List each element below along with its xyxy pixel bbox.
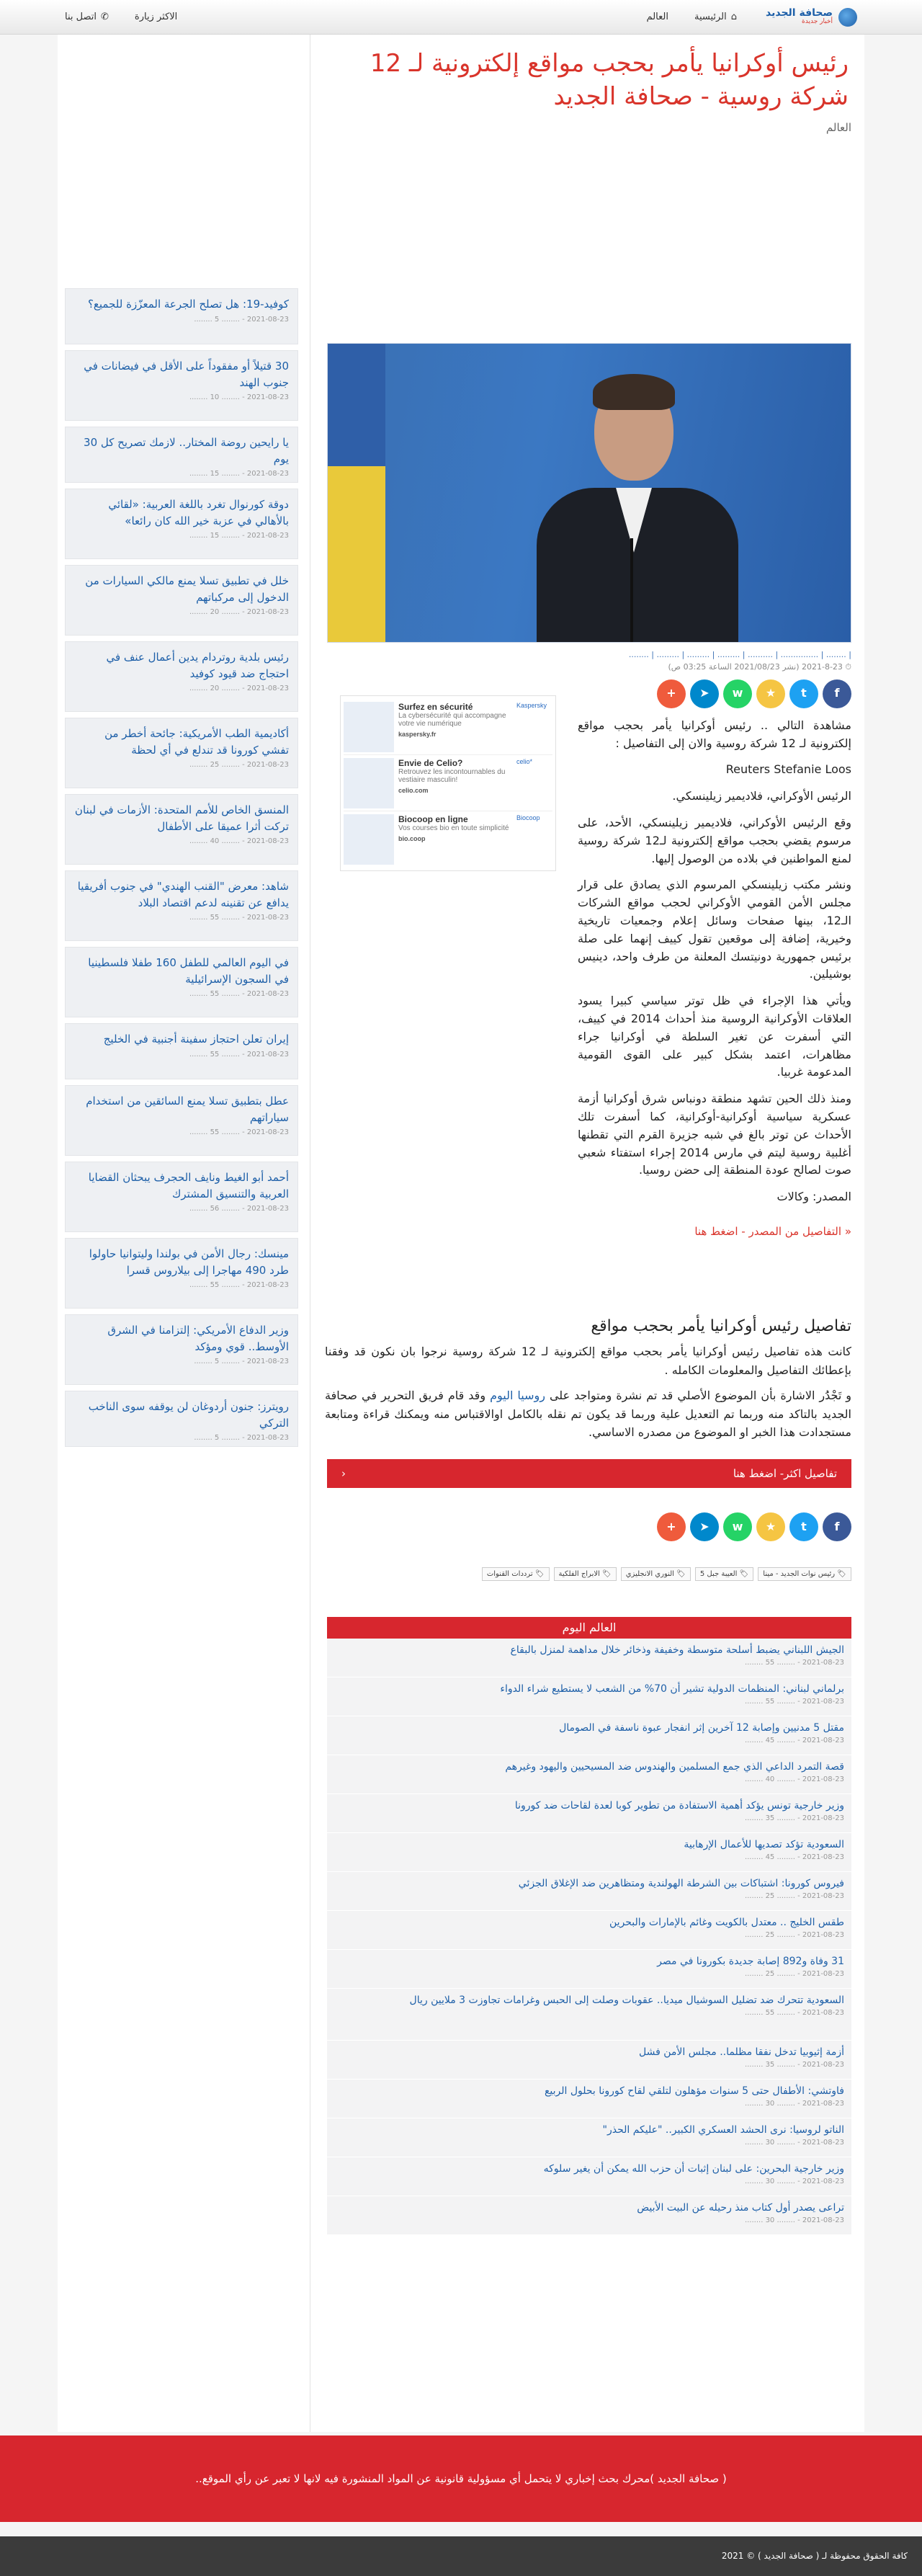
home-icon: ⌂ [730, 12, 738, 22]
world-today-item[interactable] [327, 2080, 851, 2118]
sidebar-news-item[interactable] [65, 427, 298, 483]
sidebar-news-item[interactable] [65, 565, 298, 636]
tag-chip[interactable] [554, 1567, 617, 1581]
article-paragraph: ونشر مكتب زيلينسكي المرسوم الذي يصادق على قرار مجلس الأمن القومي الأوكراني لحجب مواقع الشركات الـ12، بينها صفحات وسائل إعلام وجمعيات تاريخية وخيرية، إضافة إلى موقعين تقول كييف إنهما على صلة برئيس جمهورية دونيتسك المعلنة من طرف واحد، دينيس بوشيلين. [578, 878, 851, 981]
sidebar-item-meta: 2021-08-23 - ........ 5 ........ [194, 315, 289, 324]
nav-most-visited[interactable] [135, 12, 177, 22]
sidebar-item-title: خلل في تطبيق تسلا يمنع مالكي السيارات من الدخول إلى مركباتهم [85, 574, 289, 604]
tag-icon: 🏷 [532, 1569, 545, 1578]
ad-desc: La cybersécurité qui accompagne votre vie numérique [398, 711, 506, 728]
flag-blue [328, 344, 385, 466]
flag-yellow [328, 466, 385, 643]
article-category[interactable]: العالم [825, 120, 851, 134]
ad-item[interactable] [344, 755, 552, 811]
footer-copyright-text: كافة الحقوق محفوظة لـ ( صحافة الجديد ) © 2021 [721, 2551, 908, 2561]
details-text-a: و تَجْدَُر الاشارة بأن الموضوع الأصلي قد تم نشرة ومتواجد على [545, 1389, 852, 1403]
article-paragraph: وقع الرئيس الأوكراني، فلاديمير زيلينسكي، الأحد، على مرسوم يقضي بحجب مواقع إلكترونية لـ12 شركة روسية لمنع المواطنين في بلاده من الوصول إليها. [578, 815, 851, 865]
world-today-item[interactable] [327, 1794, 851, 1833]
world-item-meta: 2021-08-23 - ........ 30 ........ [744, 2138, 844, 2147]
world-item-title: أزمة إثيوبيا تدخل نفقا مظلما.. مجلس الأمن فشل [639, 2046, 844, 2058]
tag-icon: 🏷 [835, 1569, 846, 1578]
ad-title: Surfez en sécurité [398, 701, 473, 712]
world-item-title: طقس الخليج .. معتدل بالكويت وغائم بالإمارات والبحرين [609, 1916, 844, 1928]
sidebar-item-title: رئيس بلدية روتردام يدين أعمال عنف في احتجاج ضد قيود كوفيد [106, 651, 289, 680]
world-item-meta: 2021-08-23 - ........ 55 ........ [744, 2008, 844, 2017]
footer-disclaimer-text: ( صحافة الجديد )محرك بحث إخباري لا يتحمل أي مسؤولية قانونية عن المواد المنشورة فيه لانها لا تعبر عن رأي الموقع.. [195, 2472, 727, 2485]
sidebar-item-title: رويترز: جنون أردوغان لن يوقفه سوى الناخب التركي [88, 1400, 289, 1430]
tag-label: الابراج الفلكية [558, 1569, 600, 1578]
tag-label: النوري الانجليزي [625, 1569, 674, 1578]
ad-domain: celio.com [398, 786, 429, 794]
sidebar-news-item[interactable] [65, 794, 298, 865]
tag-chip[interactable] [758, 1567, 851, 1581]
tag-icon: 🏷 [737, 1569, 749, 1578]
sidebar-item-title: مينسك: رجال الأمن في بولندا وليتوانيا حاولوا طرد 490 مهاجرا إلى بيلاروس قسرا [89, 1247, 289, 1277]
top-navbar [0, 0, 922, 35]
world-today-item[interactable] [327, 1989, 851, 2041]
world-item-title: الناتو لروسيا: نرى الحشد العسكري الكبير.. "عليكم الحذر" [602, 2123, 844, 2136]
ad-thumbnail [344, 758, 394, 808]
details-heading: تفاصيل رئيس أوكرانيا يأمر بحجب مواقع [591, 1316, 851, 1335]
ad-thumbnail [344, 702, 394, 752]
sidebar [58, 35, 310, 2432]
sidebar-item-title: أكاديمية الطب الأمريكية: جائحة أخطر من تفشي كورونا قد تندلع في أي لحظة [104, 727, 289, 757]
world-today-item[interactable] [327, 2041, 851, 2080]
tag-label: رئيس نوات الجديد - مينا [763, 1569, 836, 1578]
sidebar-item-meta: 2021-08-23 - ........ 5 ........ [194, 1434, 289, 1442]
sidebar-item-title: إيران تعلن احتجاز سفينة أجنبية في الخليج [103, 1033, 289, 1046]
page-container [58, 35, 864, 2432]
sidebar-news-item[interactable] [65, 1085, 298, 1156]
world-item-title: فاوتشي: الأطفال حتى 5 سنوات مؤهلون لتلقي لقاح كورونا بحلول الربيع [544, 2085, 844, 2097]
tag-icon: 🏷 [599, 1569, 612, 1578]
world-item-meta: 2021-08-23 - ........ 25 ........ [744, 1930, 844, 1939]
world-item-meta: 2021-08-23 - ........ 45 ........ [744, 1853, 844, 1861]
nav-contact[interactable] [65, 12, 109, 22]
ad-domain: bio.coop [398, 834, 426, 842]
world-item-meta: 2021-08-23 - ........ 25 ........ [744, 1891, 844, 1900]
world-item-title: السعودية تتحرك ضد تضليل السوشيال ميديا.. عقوبات وصلت إلى الحبس وغرامات تجاوزت 3 ملايين ريال [409, 1994, 844, 2006]
twitter-share-icon[interactable]: t [789, 1512, 818, 1541]
ad-domain: kaspersky.fr [398, 730, 437, 738]
world-item-meta: 2021-08-23 - ........ 35 ........ [744, 1814, 844, 1822]
more-share-icon[interactable]: + [657, 1512, 686, 1541]
world-item-title: قصة التمرد الداعي الذي جمع المسلمين والهندوس ضد المسيحيين واليهود وغيرهم [505, 1760, 844, 1773]
share-bar-bottom [325, 1512, 851, 1541]
sidebar-item-meta: 2021-08-23 - ........ 40 ........ [189, 837, 289, 845]
sidebar-news-item[interactable] [65, 641, 298, 712]
ad-title: Biocoop en ligne [398, 814, 468, 824]
ad-text [398, 814, 512, 865]
nav-left [65, 12, 177, 22]
tag-chip[interactable] [482, 1567, 550, 1581]
world-item-meta: 2021-08-23 - ........ 45 ........ [744, 1736, 844, 1744]
sidebar-news-item[interactable] [65, 288, 298, 344]
nav-world-label: العالم [646, 12, 668, 22]
ad-logo: celio* [516, 757, 533, 765]
facebook-share-icon[interactable]: f [823, 679, 851, 708]
ad-logo: Kaspersky [516, 701, 547, 709]
sidebar-news-item[interactable] [65, 350, 298, 421]
sidebar-item-meta: 2021-08-23 - ........ 5 ........ [194, 1358, 289, 1365]
world-today-item[interactable] [327, 1677, 851, 1716]
world-item-meta: 2021-08-23 - ........ 30 ........ [744, 2177, 844, 2185]
globe-logo-icon [838, 8, 857, 27]
world-item-title: تراعى يصدر أول كتاب منذ رحيله عن البيت الأبيض [637, 2201, 844, 2214]
world-item-meta: 2021-08-23 - ........ 55 ........ [744, 1697, 844, 1706]
world-today-item[interactable] [327, 1755, 851, 1794]
article-body-wrap [325, 679, 851, 1215]
sidebar-list [65, 288, 298, 1447]
world-today-item[interactable] [327, 1950, 851, 1989]
world-today-item[interactable] [327, 1911, 851, 1950]
sidebar-item-title: شاهد: معرض "القنب الهندي" في جنوب أفريقيا يدافع عن تقنينه لدعم اقتصاد البلاد [77, 880, 289, 909]
tag-chip[interactable] [695, 1567, 753, 1581]
tag-label: ترددات القنوات [486, 1569, 533, 1578]
sidebar-news-item[interactable] [65, 489, 298, 559]
sidebar-item-meta: 2021-08-23 - ........ 15 ........ [189, 532, 289, 540]
ad-desc: Retrouvez les incontournables du vestiaire masculin! [398, 767, 506, 784]
nav-world[interactable] [647, 12, 668, 22]
brand-name: صحافة الجديد [766, 6, 833, 19]
details-text-b: وقد قام فريق التحرير في صحافة الجديد بالتاكد منه وربما تم التعديل علية وربما قد يكون تم نقله بالكامل اوالاقتباس منه ويمكنك قراءة ومتابعة مستجدادت هذا الخبر او الموضوع من مصدره الاساسي. [325, 1389, 851, 1440]
nav-most-visited-label: الاكثر زيارة [134, 12, 178, 22]
world-item-meta: 2021-08-23 - ........ 55 ........ [744, 1658, 844, 1667]
double-chevron-icon: « [844, 1224, 851, 1238]
whatsapp-share-icon[interactable]: w [723, 1512, 752, 1541]
sidebar-item-meta: 2021-08-23 - ........ 55 ........ [189, 1281, 289, 1289]
ad-logo: Biocoop [516, 814, 540, 821]
nav-right [647, 8, 857, 27]
hair [593, 374, 675, 410]
microphone [630, 538, 633, 643]
image-tags-line[interactable]: | ........ | ............... | .......... | ......... | ......... | ......... | ........ [628, 649, 851, 659]
phone-icon: ✆ [100, 12, 109, 22]
article-paragraph: ومنذ ذلك الحين تشهد منطقة دونباس شرق أوكرانيا أزمة عسكرية سياسية أوكرانية-أوكرانية، كما أسفرت تلك الأحداث عن توتر بالغ في شبه جزيرة القرم التي تقطنها أغلبية روسية ليتم في مارس 2014 إجراء استفتاء شعبي صوت لصالح عودة المنطقة إلى حضن روسيا. [578, 1092, 851, 1177]
sidebar-item-title: المنسق الخاص للأمم المتحدة: الأزمات في لبنان تركت أثرا عميقا على الأطفال [74, 803, 289, 833]
ad-thumbnail [344, 814, 394, 865]
details-paragraph-source [325, 1386, 851, 1442]
whatsapp-share-icon[interactable]: w [723, 679, 752, 708]
brand-tagline: أخبار جديدة [802, 18, 833, 26]
sidebar-item-title: وزير الدفاع الأمريكي: إلتزامنا في الشرق الأوسط.. قوي ومؤكد [107, 1324, 289, 1353]
telegram-share-icon[interactable]: ➤ [690, 679, 719, 708]
nav-home[interactable] [694, 12, 737, 22]
details-paragraph: كانت هذه تفاصيل رئيس أوكرانيا يأمر بحجب مواقع إلكترونية لـ 12 شركة روسية نرجوا بان نكون قد وفقنا بإعطائك التفاصيل والمعلومات الكامله . [325, 1344, 852, 1377]
world-item-title: وزير خارجية تونس يؤكد أهمية الاستفادة من تطوير كوبا لعدة لقاحات ضد كورونا [514, 1799, 844, 1811]
sidebar-news-item[interactable] [65, 1391, 298, 1447]
more-share-icon[interactable]: + [657, 679, 686, 708]
sidebar-item-meta: 2021-08-23 - ........ 56 ........ [189, 1205, 289, 1213]
sidebar-item-meta: 2021-08-23 - ........ 55 ........ [189, 914, 289, 922]
sidebar-item-title: أحمد أبو الغيط ونايف الحجرف يبحثان القضايا العربية والتنسيق المشترك [88, 1171, 289, 1200]
source-link-label: التفاصيل من المصدر - اضغط هنا [694, 1224, 842, 1238]
world-item-meta: 2021-08-23 - ........ 30 ........ [744, 2099, 844, 2108]
sidebar-item-title: دوقة كورنوال تغرد باللغة العربية: «لقائي بالأهالي في عزبة خير الله كان رائعا» [108, 498, 289, 527]
article-paragraph: مشاهدة التالي .. رئيس أوكرانيا يأمر بحجب مواقع إلكترونية لـ 12 شركة روسية والان إلى التفاصيل : [578, 718, 851, 750]
ad-box [340, 695, 556, 871]
world-today-item[interactable] [327, 2157, 851, 2196]
nav-contact-label: اتصل بنا [65, 12, 97, 22]
world-item-title: الجيش اللبناني يضبط أسلحة متوسطة وخفيفة وذخائر خلال مداهمة لمنزل بالبقاع [510, 1644, 844, 1656]
world-item-title: السعودية تؤكد تصديها للأعمال الإرهابية [684, 1838, 844, 1850]
world-today-item[interactable] [327, 1872, 851, 1911]
tag-chip[interactable] [621, 1567, 691, 1581]
article-source: المصدر: وكالات [776, 1190, 851, 1204]
sidebar-item-meta: 2021-08-23 - ........ 20 ........ [189, 608, 289, 616]
ad-title: Envie de Celio? [398, 757, 463, 768]
sidebar-news-item[interactable] [65, 1023, 298, 1079]
world-item-meta: 2021-08-23 - ........ 35 ........ [744, 2060, 844, 2069]
world-today-item[interactable] [327, 1716, 851, 1755]
world-today-section [327, 1617, 851, 2235]
sidebar-item-meta: 2021-08-23 - ........ 10 ........ [189, 393, 289, 401]
nav-links [647, 12, 737, 22]
world-today-item[interactable] [327, 1639, 851, 1677]
world-item-meta: 2021-08-23 - ........ 25 ........ [744, 1969, 844, 1978]
world-item-title: مقتل 5 مدنيين وإصابة 12 آخرين إثر انفجار عبوة ناسفة في الصومال [559, 1721, 844, 1734]
footer-disclaimer [0, 2435, 922, 2522]
person-figure [529, 373, 746, 643]
sidebar-news-item[interactable] [65, 1314, 298, 1385]
world-item-title: وزير خارجية البحرين: على لبنان إثبات أن حزب الله يمكن أن يغير سلوكه [543, 2162, 844, 2175]
tag-icon: 🏷 [673, 1569, 686, 1578]
sidebar-item-meta: 2021-08-23 - ........ 55 ........ [189, 1128, 289, 1136]
source-link[interactable] [325, 1225, 851, 1238]
article-hero-image [327, 343, 851, 643]
telegram-share-icon[interactable]: ➤ [690, 1512, 719, 1541]
world-item-meta: 2021-08-23 - ........ 30 ........ [744, 2216, 844, 2224]
tag-list [325, 1567, 851, 1581]
main-column [310, 35, 864, 2432]
ad-item[interactable] [344, 811, 552, 868]
world-today-heading: العالم اليوم [327, 1617, 851, 1639]
sidebar-item-meta: 2021-08-23 - ........ 20 ........ [189, 685, 289, 692]
twitter-share-icon[interactable]: t [789, 679, 818, 708]
world-today-list [327, 1639, 851, 2235]
favorite-star-icon[interactable]: ★ [756, 679, 785, 708]
ad-desc: Vos courses bio en toute simplicité [398, 824, 509, 832]
world-item-title: برلماني لبناني: المنظمات الدولية تشير أن 70% من الشعب لا يستطيع شراء الدواء [500, 1683, 844, 1695]
sidebar-news-item[interactable] [65, 947, 298, 1017]
world-item-title: 31 وفاة و892 إصابة جديدة بكورونا في مصر [657, 1955, 844, 1967]
world-item-meta: 2021-08-23 - ........ 40 ........ [744, 1775, 844, 1783]
brand-logo-link[interactable] [766, 8, 857, 27]
sidebar-item-meta: 2021-08-23 - ........ 55 ........ [189, 990, 289, 998]
ad-text [398, 758, 512, 808]
sidebar-item-title: عطل بتطبيق تسلا يمنع السائقين من استخدام سياراتهم [86, 1095, 289, 1124]
sidebar-news-item[interactable] [65, 870, 298, 941]
article-body [578, 679, 851, 1215]
sidebar-item-title: كوفيد-19: هل تصلح الجرعة المعزّزة للجميع؟ [87, 298, 289, 311]
chevron-left-icon: ‹ [341, 1466, 346, 1480]
more-details-button[interactable] [327, 1459, 851, 1488]
article-title: رئيس أوكرانيا يأمر بحجب مواقع إلكترونية لـ 12 شركة روسية - صحافة الجديد [370, 49, 849, 111]
share-bar-top [578, 679, 851, 708]
world-today-item[interactable] [327, 1833, 851, 1872]
sidebar-item-title: في اليوم العالمي للطفل 160 طفلا فلسطينيا في السجون الإسرائيلية [88, 956, 289, 986]
ad-text [398, 702, 512, 752]
article-paragraph: ويأتي هذا الإجراء في ظل توتر سياسي كبيرا يسود العلاقات الأوكرانية الروسية منذ أحداث 2014 في كييف، التي أسفرت عن تغير السلطة في أوكرانيا جراء مظاهرات، اعتمد بشكل كبير على القوى القومية المدعومة غربيا. [578, 994, 852, 1079]
brand-text [766, 8, 833, 26]
footer-copyright [0, 2536, 922, 2576]
flag-graphic [328, 344, 385, 643]
facebook-share-icon[interactable]: f [823, 1512, 851, 1541]
world-item-title: فيروس كورونا: اشتباكات بين الشرطة الهولندية ومتظاهرين ضد الإغلاق الجزئي [518, 1877, 844, 1889]
sidebar-item-title: 30 قتيلاً أو مفقوداً على الأقل في فيضانات في جنوب الهند [84, 360, 289, 389]
more-details-label: تفاصيل اكثر- اضغط هنا [733, 1466, 837, 1480]
sidebar-news-item[interactable] [65, 1162, 298, 1232]
tag-label: العيبة جبل 5 [699, 1569, 738, 1578]
publish-date: ⏱ 2021-8-23 (نشر 2021/08/23 الساعة 03:25 ص) [668, 661, 851, 672]
sidebar-news-item[interactable] [65, 1238, 298, 1309]
sidebar-item-meta: 2021-08-23 - ........ 55 ........ [189, 1050, 289, 1059]
favorite-star-icon[interactable]: ★ [756, 1512, 785, 1541]
sidebar-news-item[interactable] [65, 718, 298, 788]
world-today-item[interactable] [327, 2196, 851, 2235]
sidebar-item-meta: 2021-08-23 - ........ 15 ........ [189, 470, 289, 478]
photo-caption: الرئيس الأوكراني، فلاديمير زيلينسكي. [672, 789, 851, 803]
sidebar-item-title: يا رايحين روضة المختار.. لازمك تصريح كل 30 يوم [84, 436, 289, 465]
source-keyword-link[interactable]: روسيا اليوم [490, 1389, 545, 1403]
world-today-item[interactable] [327, 2118, 851, 2157]
photo-credit: Reuters Stefanie Loos [725, 762, 851, 777]
ad-item[interactable] [344, 699, 552, 755]
sidebar-item-meta: 2021-08-23 - ........ 25 ........ [189, 761, 289, 769]
nav-home-label: الرئيسية [694, 12, 727, 22]
